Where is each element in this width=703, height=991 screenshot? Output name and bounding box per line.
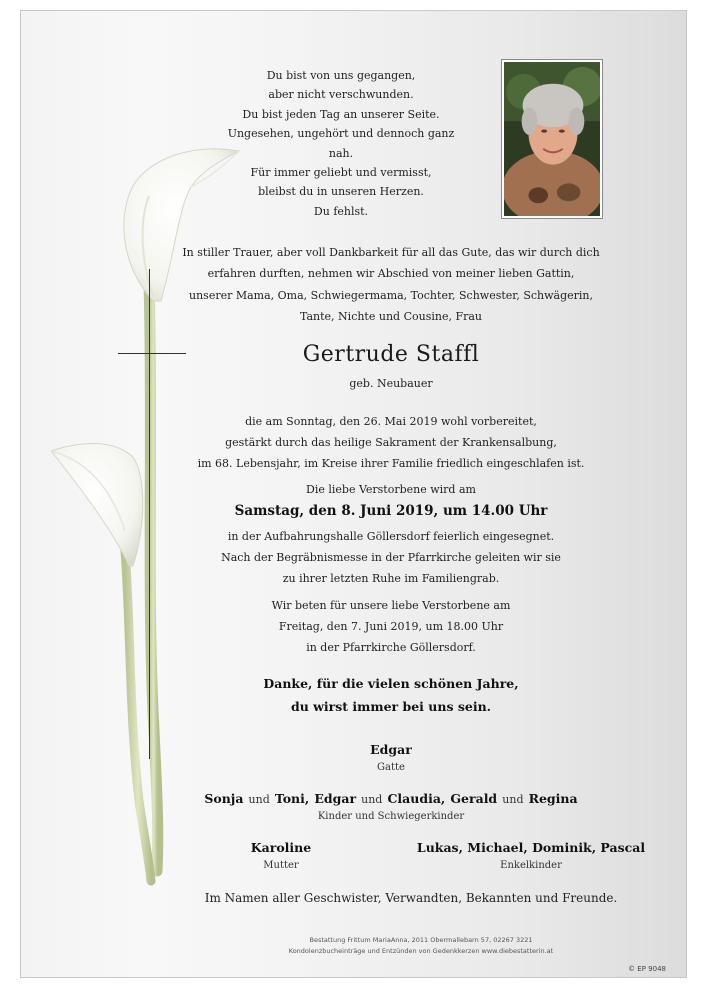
child-name: Claudia, <box>387 791 446 806</box>
grandchildren-role: Enkelkinder <box>500 860 562 871</box>
footer-address: Bestattung Frittum MariaAnna, 2011 Obermallebarn 57, 02267 3221 <box>309 936 533 944</box>
prayer-line: Freitag, den 7. Juni 2019, um 18.00 Uhr <box>278 620 504 633</box>
funeral-intro: Die liebe Verstorbene wird am <box>306 483 476 496</box>
closing-line: Im Namen aller Geschwister, Verwandten, Bekannten und Freunde. <box>204 891 618 905</box>
thanks-line: Danke, für die vielen schönen Jahre, <box>263 676 519 691</box>
child-name: Regina <box>528 791 578 806</box>
funeral-line: in der Aufbahrungshalle Göllersdorf feierlich eingesegnet. <box>227 530 555 543</box>
portrait-image <box>504 62 600 216</box>
intro-line: In stiller Trauer, aber voll Dankbarkeit für all das Gute, das wir durch dich <box>182 246 600 259</box>
conjunction: und <box>248 793 270 806</box>
cross-vertical <box>149 269 150 759</box>
poem <box>216 66 466 221</box>
intro-text <box>161 242 621 327</box>
details-line: im 68. Lebensjahr, im Kreise ihrer Familie friedlich eingeschlafen ist. <box>197 457 585 470</box>
grandchildren-names: Lukas, Michael, Dominik, Pascal <box>416 840 646 855</box>
intro-line: erfahren durften, nehmen wir Abschied von meiner lieben Gattin, <box>207 267 575 281</box>
poem-line: bleibst du in unseren Herzen. <box>258 185 424 199</box>
details-line: gestärkt durch das heilige Sakrament der Krankensalbung, <box>225 436 557 449</box>
husband-name: Edgar <box>370 742 412 757</box>
conjunction: und <box>361 793 383 806</box>
ep-code: © EP 9048 <box>628 965 666 973</box>
poem-line: Du fehlst. <box>313 204 369 218</box>
children-role: Kinder und Schwiegerkinder <box>317 811 465 822</box>
mother-name: Karoline <box>250 840 312 855</box>
parte-card <box>20 10 687 978</box>
poem-line: Du bist von uns gegangen, <box>266 69 416 82</box>
family-grandchildren <box>411 837 651 871</box>
maiden-name: geb. Neubauer <box>349 377 433 390</box>
family-mother <box>221 837 341 871</box>
death-details <box>161 411 621 474</box>
conjunction: und <box>502 793 524 806</box>
prayer-info <box>161 595 621 658</box>
funeral-details <box>161 526 621 589</box>
funeral-line: zu ihrer letzten Ruhe im Familiengrab. <box>282 572 500 585</box>
husband-role: Gatte <box>377 762 405 773</box>
poem-line: Für immer geliebt und vermisst, <box>250 166 432 180</box>
child-name: Gerald <box>450 791 498 806</box>
deceased-name: Gertrude Staffl <box>302 342 480 367</box>
prayer-line: Wir beten für unsere liebe Verstorbene am <box>271 599 511 612</box>
funeral-date: Samstag, den 8. Juni 2019, um 14.00 Uhr <box>234 503 548 519</box>
poem-line: Ungesehen, ungehört und dennoch ganz nah. <box>227 127 455 160</box>
thanks-line: du wirst immer bei uns sein. <box>290 699 492 714</box>
poem-line: aber nicht verschwunden. <box>268 88 414 102</box>
portrait-photo <box>501 59 603 219</box>
intro-line: unserer Mama, Oma, Schwiegermama, Tochter, Schwester, Schwägerin, <box>189 288 593 302</box>
family-children <box>161 788 621 822</box>
funeral-line: Nach der Begräbnismesse in der Pfarrkirche geleiten wir sie <box>221 551 561 564</box>
poem-line: Du bist jeden Tag an unserer Seite. <box>242 107 440 121</box>
footer-website: Kondolenzbucheinträge und Entzünden von Gedenkkerzen www.diebestatterin.at <box>288 947 554 955</box>
child-name: Sonja <box>204 791 244 806</box>
details-line: die am Sonntag, den 26. Mai 2019 wohl vorbereitet, <box>245 415 537 428</box>
family-husband <box>311 739 471 773</box>
funeral-home-footer <box>221 935 621 957</box>
mother-role: Mutter <box>263 860 299 871</box>
prayer-line: in der Pfarrkirche Göllersdorf. <box>306 641 476 654</box>
intro-line: Tante, Nichte und Cousine, Frau <box>300 309 482 323</box>
child-name: Edgar <box>314 791 357 806</box>
child-name: Toni, <box>274 791 310 806</box>
thanks-message <box>161 672 621 718</box>
